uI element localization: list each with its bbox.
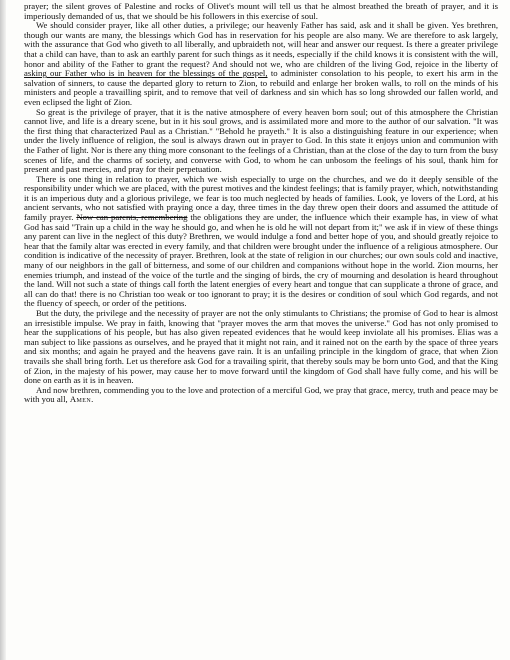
paragraph-2	[24, 21, 498, 107]
body-text	[24, 2, 498, 405]
paragraph-4-end: the obligations they are under, the influence which their example has, in view of what God has said "Train up a child in the way he should go, and when he is old he will not depart from it;" we ask if in view of these things any parent can live in the neglect of this duty? Brethren, we would indulge a fond and better hope of you, and should greatly rejoice to hear that the family altar was erected in every family, and that children were brought under the influence of a religious atmosphere. Our condition is indicative of the necessity of prayer. Brethren, look at the state of religion in our churches; our own souls cold and inactive, many of our neighbors in the gall of bitterness, and some of our children and companions without hope in the world. Zion mourns, her enemies triumph, and instead of the voice of the turtle and the singing of birds, the cry of mourning and desolation is heard throughout the land. Will not such a state of things call forth the latent energies of every heart and tongue that can supplicate a throne of grace, and all can do that! there is no Christian too weak or too ignorant to pray; it is the desires or condition of soul which God regards, and not the fluency of speech, or order of the petitions.	[24, 212, 499, 309]
paragraph-1: prayer; the silent groves of Palestine and rocks of Olivet's mount will tell us that he almost breathed the breath of prayer, and it is imperiously demanded of us, that we should be his followers in this exercise of soul.	[24, 1, 498, 21]
paragraph-4-struck-text: Now can parents, remembering	[76, 212, 188, 223]
paragraph-3: So great is the privilege of prayer, that it is the native atmosphere of every heaven born soul; out of this atmosphere the Christian cannot live, and life is a dreary scene, but in it his soul grows, and is assimilated more and more to the author of our salvation. "It was the first thing that characterized Paul as a Christian." "Behold he prayeth." It is also a distinguishing feature in our experience; when under the lively influence of religion, the soul is always drawn out in prayer to God. In this state it enjoys union and communion with the Father of light. Nor is there any thing more consonant to the feelings of a Christian, than at the close of the day to turn from the busy scenes of life, and the charms of society, and converse with God, to whom he can unbosom the feelings of his soul, thank him for present and past mercies, and pray for their perpetuation.	[24, 106, 498, 175]
closing-amen: Amen.	[69, 394, 94, 405]
paragraph-2-underlined: asking our Father who is in heaven for the blessings of the gospel,	[24, 68, 268, 79]
paragraph-6-text: And now brethren, commending you to the love and protection of a merciful God, we pray that grace, mercy, truth and peace may be with you all,	[24, 384, 498, 405]
paragraph-2-start: We should consider prayer, like all other duties, a privilege; our heavenly Father has said, ask and it shall be given. Yes brethren, though our wants are many, the blessings which God has in reservation for his people are also many. We are therefore to ask largely, with the assurance that God who giveth to all liberally, and upbraideth not, will hear and answer our request. Is there a greater privilege that a child can have, than to ask an earthly parent for such things as it needs, especially if the child knows it is consistent with the will, honor and ability of the Father to grant the request? And should not we, who are children of the living God, rejoice in the liberty of	[24, 20, 498, 69]
scan-shadow-edge	[0, 0, 6, 660]
paragraph-5: But the duty, the privilege and the necessity of prayer are not the only stimulants to Christians; the promise of God to hear is almost an irresistible impulse. We pray in faith, knowing that "prayer moves the arm that moves the universe." God has not only promised to hear the supplications of his people, but has also given repeated evidences that he would keep inviolate all his promises. Elias was a man subject to like passions as ourselves, and he prayed that it might not rain, and it rained not on the earth by the space of three years and six months; and again he prayed and the heavens gave rain. It is an unfailing principle in the kingdom of grace, that when Zion travails she shall bring forth. Let us therefore ask God for a travailing spirit, that thereby souls may be born unto God, and that the King of Zion, in the majesty of his power, may cause her to move forward until the kingdom of God shall have fully come, and his will be done on earth as it is in heaven.	[24, 308, 498, 386]
paragraph-6	[24, 386, 498, 405]
paragraph-4	[24, 175, 498, 309]
paragraph-4-start: There is one thing in relation to prayer, which we wish especially to urge on the churches, and we do it deeply sensible of the responsibility under which we are placed, with the purest motives and the kindest feelings; that is family prayer, which, notwithstanding it is an imperious duty and a glorious privilege, we fear is too much neglected by heads of families. Look, ye lovers of the Lord, at his ancient servants, who not satisfied with praying once a day, three times in the day threw open their doors and assumed the attitude of family prayer.	[24, 173, 498, 223]
paragraph-2-end: to administer consolation to his people, to exert his arm in the salvation of sinners, to cause the departed glory to return to Zion, to rebuild and enlarge her broken walls, to roll on the minds of his ministers and people a travailling spirit, and to remove that veil of darkness and sin which has so long shrowded our fallen world, and even eclipsed the light of Zion.	[24, 68, 498, 107]
